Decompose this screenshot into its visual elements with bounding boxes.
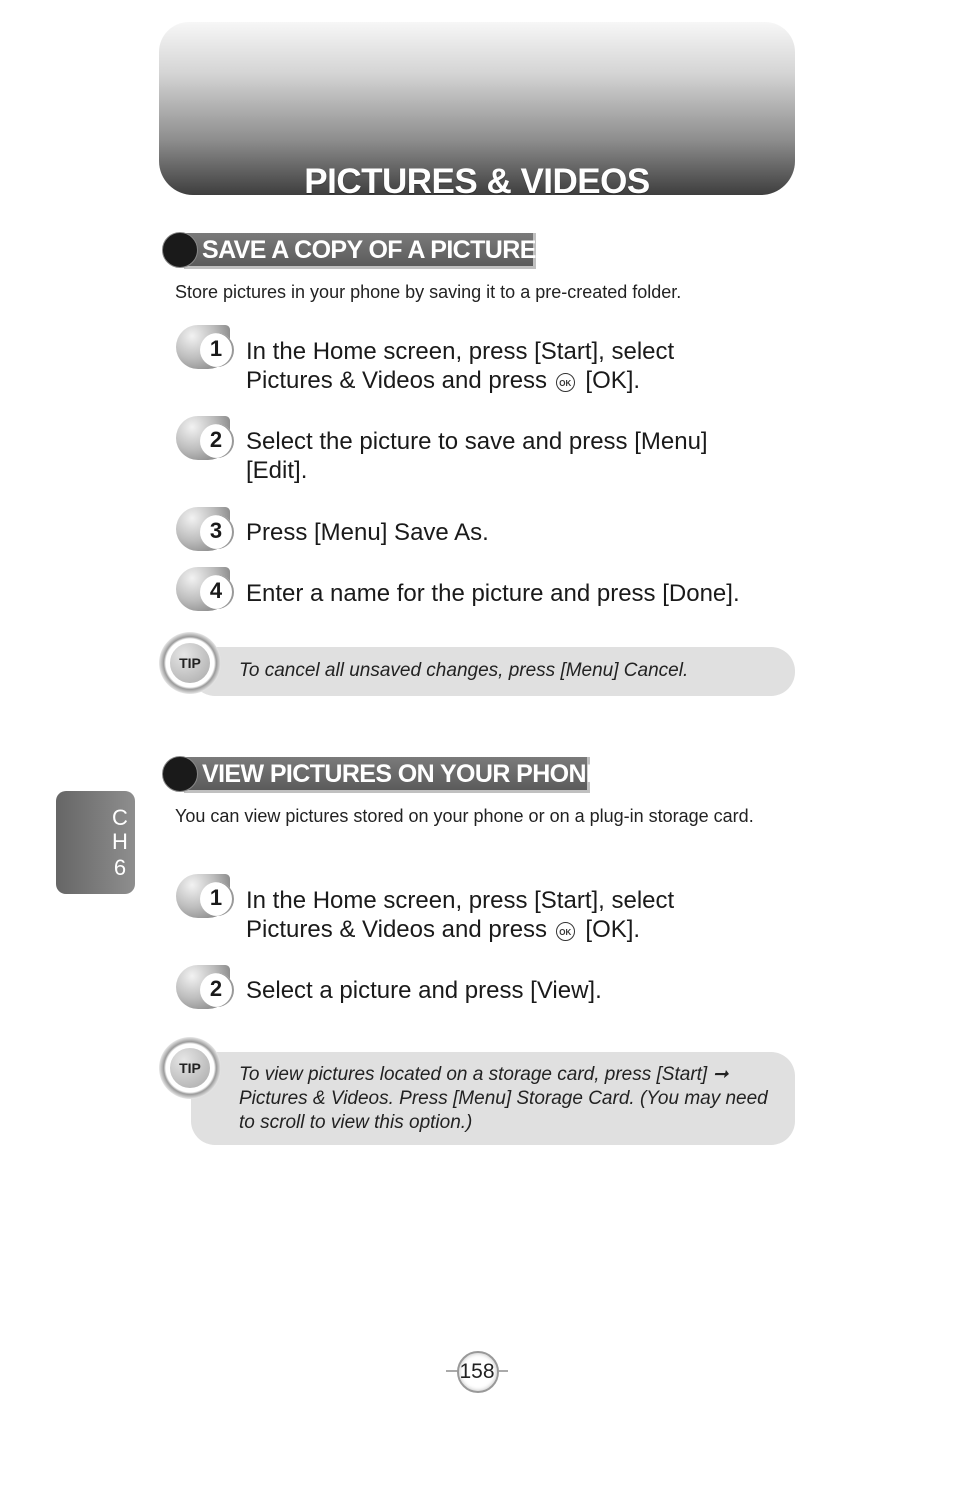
step-text-line2-end: [OK]. xyxy=(585,367,641,394)
section-intro: Store pictures in your phone by saving it to a pre-created folder. xyxy=(175,282,682,302)
step-number: 2 xyxy=(209,976,223,1001)
tip-box xyxy=(191,647,795,696)
step-text-line2: Pictures & Videos and press xyxy=(246,367,548,394)
section-heading-save-copy xyxy=(162,232,538,268)
step-number-badge xyxy=(176,416,230,460)
ok-key-icon: OK xyxy=(556,922,575,941)
chapter-tab-letter: C xyxy=(112,805,128,830)
chapter-tab-letter: H xyxy=(112,829,128,854)
step-text-line1: In the Home screen, press [Start], select xyxy=(246,887,675,914)
step-text-line1: In the Home screen, press [Start], select xyxy=(246,338,675,365)
bullet-circle-icon xyxy=(162,756,198,792)
step-text: Select a picture and press [View]. xyxy=(246,977,602,1004)
tip-label: TIP xyxy=(179,1060,201,1076)
step-number-badge xyxy=(176,507,230,551)
section-heading-view-pictures xyxy=(162,756,603,792)
step-number: 4 xyxy=(209,578,223,603)
section-heading-label: SAVE A COPY OF A PICTURE xyxy=(202,236,536,264)
tip-badge-icon xyxy=(159,632,221,694)
step-number-badge xyxy=(176,567,230,611)
step-text-line2-end: [OK]. xyxy=(585,916,641,943)
step-text xyxy=(246,886,786,944)
step-number: 1 xyxy=(209,885,223,910)
tip-text: To view pictures located on a storage card, press [Start] ➞ Pictures & Videos. Press [Menu] Storage Card. (You may need to scroll to view this option.) xyxy=(239,1064,768,1133)
step-number: 1 xyxy=(209,336,223,361)
ok-key-icon: OK xyxy=(556,373,575,392)
page-title: PICTURES & VIDEOS xyxy=(304,162,650,201)
step-text: Enter a name for the picture and press [Done]. xyxy=(246,580,740,607)
step-text: Select the picture to save and press [Menu] [Edit]. xyxy=(246,428,708,484)
step-text: Press [Menu] Save As. xyxy=(246,519,489,546)
step-text xyxy=(246,337,786,395)
tip-label: TIP xyxy=(179,655,201,671)
tip-box xyxy=(191,1052,795,1145)
step-number: 2 xyxy=(209,427,223,452)
step-text-line2: Pictures & Videos and press xyxy=(246,916,548,943)
chapter-tab xyxy=(56,791,135,894)
step-number-badge xyxy=(176,325,230,369)
step-number-badge xyxy=(176,965,230,1009)
chapter-tab-number: 6 xyxy=(113,855,127,880)
section-heading-label: VIEW PICTURES ON YOUR PHONE xyxy=(202,760,603,788)
page-number-badge xyxy=(446,1351,508,1391)
title-banner xyxy=(159,22,795,201)
section-intro: You can view pictures stored on your phone or on a plug-in storage card. xyxy=(175,806,754,826)
bullet-circle-icon xyxy=(162,232,198,268)
step-number: 3 xyxy=(209,518,223,543)
step-number-badge xyxy=(176,874,230,918)
tip-text: To cancel all unsaved changes, press [Menu] Cancel. xyxy=(239,660,689,681)
page-number: 158 xyxy=(459,1360,495,1383)
tip-badge-icon xyxy=(159,1037,221,1099)
